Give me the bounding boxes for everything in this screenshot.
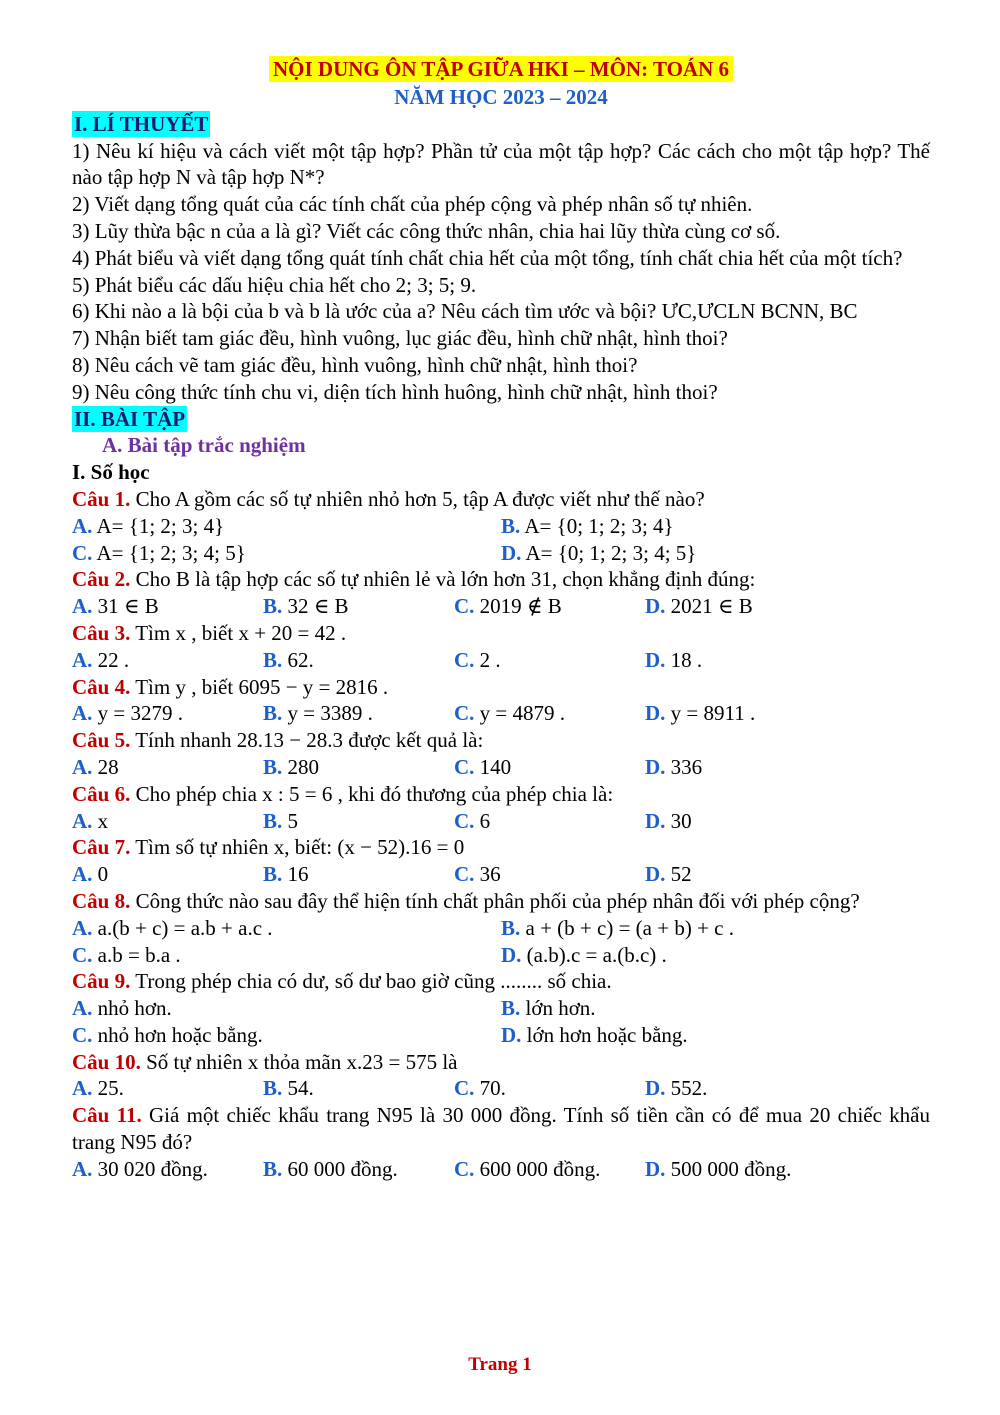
option-letter: A. (72, 647, 93, 672)
question-number: Câu 7. (72, 835, 131, 860)
option-letter: A. (72, 996, 93, 1021)
option-text: lớn hơn. (520, 996, 596, 1021)
option-letter: D. (501, 942, 522, 967)
answer-option (645, 861, 836, 888)
question-stem (72, 674, 930, 701)
option-text: 22 . (92, 647, 130, 672)
option-letter: D. (645, 1076, 666, 1101)
option-letter: D. (645, 701, 666, 726)
question-text: Số tự nhiên x thỏa mãn x.23 = 575 là (140, 1049, 458, 1074)
question-text: Cho phép chia x : 5 = 6 , khi đó thương của phép chia là: (130, 781, 614, 806)
question-text: Tìm số tự nhiên x, biết: (x − 52).16 = 0 (130, 835, 465, 860)
answer-option (72, 861, 263, 888)
option-text: 280 (282, 754, 320, 779)
option-row (72, 754, 930, 781)
option-text: 36 (474, 862, 501, 887)
answer-option (501, 942, 930, 969)
question (72, 968, 930, 1048)
answer-option (72, 540, 501, 567)
question-text: Giá một chiếc khẩu trang N95 là 30 000 đồng. Tính số tiền cần có để mua 20 chiếc khẩu trang N95 đó? (72, 1103, 931, 1155)
question-number: Câu 9. (72, 969, 131, 994)
answer-option (501, 540, 930, 567)
option-text: 30 (665, 808, 692, 833)
answer-option (454, 861, 645, 888)
option-letter: C. (72, 942, 93, 967)
theory-item: 1) Nêu kí hiệu và cách viết một tập hợp? Phần tử của một tập hợp? Các cách cho một tập hợp? Thế nào tập hợp N và tập hợp N*? (72, 138, 930, 190)
answer-option (645, 593, 836, 620)
option-text: 2019 ∉ B (474, 594, 562, 619)
answer-option (454, 647, 645, 674)
option-text: 2021 ∈ B (665, 594, 753, 619)
answer-option (72, 647, 263, 674)
option-letter: A. (72, 701, 93, 726)
answer-option (454, 754, 645, 781)
option-row (72, 593, 930, 620)
theory-item: 7) Nhận biết tam giác đều, hình vuông, lục giác đều, hình chữ nhật, hình thoi? (72, 326, 728, 351)
option-text: A= {1; 2; 3; 4; 5} (92, 540, 246, 565)
option-text: 52 (665, 862, 692, 887)
answer-option (645, 1156, 836, 1183)
question (72, 486, 930, 566)
option-letter: D. (645, 808, 666, 833)
option-text: (a.b).c = a.(b.c) . (521, 942, 667, 967)
question-text: Công thức nào sau đây thể hiện tính chất phân phối của phép nhân đối với phép cộng? (130, 888, 860, 913)
option-letter: D. (645, 862, 666, 887)
option-letter: A. (72, 808, 93, 833)
option-letter: A. (72, 1156, 93, 1181)
question-stem (72, 888, 930, 915)
option-text: A= {0; 1; 2; 3; 4; 5} (521, 540, 697, 565)
option-text: 18 . (665, 647, 703, 672)
option-row (72, 942, 930, 969)
option-letter: B. (263, 1076, 283, 1101)
question-stem (72, 566, 930, 593)
question (72, 674, 930, 728)
option-letter: C. (454, 701, 475, 726)
option-letter: C. (454, 862, 475, 887)
answer-option (72, 808, 263, 835)
question-list (72, 486, 930, 1183)
option-text: y = 3279 . (92, 701, 184, 726)
question-text: Tìm x , biết x + 20 = 42 . (130, 620, 347, 645)
option-text: nhỏ hơn. (92, 996, 172, 1021)
option-letter: B. (501, 915, 521, 940)
question (72, 727, 930, 781)
option-letter: D. (501, 540, 522, 565)
theory-item: 4) Phát biểu và viết dạng tổng quát tính chất chia hết của một tổng, tính chất chia hết của một tích? (72, 245, 903, 270)
theory-item: 6) Khi nào a là bội của b và b là ước của a? Nêu cách tìm ước và bội? ƯC,ƯCLN BCNN, BC (72, 299, 858, 324)
option-row (72, 647, 930, 674)
answer-option (454, 593, 645, 620)
option-text: 600 000 đồng. (474, 1156, 601, 1181)
option-letter: D. (645, 1156, 666, 1181)
option-letter: C. (72, 540, 93, 565)
option-text: lớn hơn hoặc bằng. (521, 1022, 688, 1047)
question-number: Câu 3. (72, 620, 131, 645)
option-letter: A. (72, 1076, 93, 1101)
page-number: Trang 1 (468, 1354, 532, 1375)
question-number: Câu 2. (72, 567, 131, 592)
option-text: nhỏ hơn hoặc bằng. (92, 1022, 263, 1047)
question-number: Câu 10. (72, 1049, 141, 1074)
question (72, 566, 930, 620)
question-stem (72, 727, 930, 754)
question-number: Câu 5. (72, 728, 131, 753)
option-text: A= {0; 1; 2; 3; 4} (520, 513, 674, 538)
option-letter: D. (645, 754, 666, 779)
option-row (72, 700, 930, 727)
theory-item: 9) Nêu công thức tính chu vi, diện tích hình huông, hình chữ nhật, hình thoi? (72, 379, 718, 404)
theory-item: 5) Phát biểu các dấu hiệu chia hết cho 2; 3; 5; 9. (72, 272, 477, 297)
option-text: 54. (282, 1076, 314, 1101)
option-letter: B. (501, 996, 521, 1021)
answer-option (72, 1022, 501, 1049)
question-text: Trong phép chia có dư, số dư bao giờ cũng ........ số chia. (130, 969, 612, 994)
option-letter: B. (263, 754, 283, 779)
answer-option (72, 915, 501, 942)
question (72, 781, 930, 835)
document-page (72, 56, 930, 1183)
question (72, 888, 930, 968)
option-row (72, 1022, 930, 1049)
question-stem (72, 968, 930, 995)
answer-option (72, 700, 263, 727)
option-text: y = 8911 . (665, 701, 756, 726)
option-letter: A. (72, 915, 93, 940)
answer-option (263, 808, 454, 835)
option-text: 28 (92, 754, 119, 779)
answer-option (645, 647, 836, 674)
option-text: 500 000 đồng. (665, 1156, 792, 1181)
option-letter: C. (454, 1076, 475, 1101)
answer-option (263, 700, 454, 727)
theory-item: 3) Lũy thừa bậc n của a là gì? Viết các công thức nhân, chia hai lũy thừa cùng cơ số. (72, 218, 781, 243)
question-number: Câu 4. (72, 674, 131, 699)
question (72, 834, 930, 888)
theory-heading: I. LÍ THUYẾT (74, 111, 209, 136)
option-text: 2 . (474, 647, 501, 672)
option-text: 30 020 đồng. (92, 1156, 208, 1181)
answer-option (645, 808, 836, 835)
option-text: a + (b + c) = (a + b) + c . (520, 915, 734, 940)
answer-option (263, 1075, 454, 1102)
option-row (72, 1156, 930, 1183)
option-text: 16 (282, 862, 309, 887)
option-text: y = 3389 . (282, 701, 373, 726)
option-text: 60 000 đồng. (282, 1156, 398, 1181)
option-letter: B. (263, 862, 283, 887)
answer-option (72, 593, 263, 620)
answer-option (454, 808, 645, 835)
answer-option (72, 942, 501, 969)
question (72, 1102, 930, 1182)
option-letter: C. (454, 594, 475, 619)
question (72, 1049, 930, 1103)
question-stem (72, 1102, 930, 1156)
option-letter: A. (72, 513, 93, 538)
option-letter: C. (454, 1156, 475, 1181)
option-text: 140 (474, 754, 512, 779)
answer-option (72, 754, 263, 781)
answer-option (501, 915, 930, 942)
answer-option (501, 513, 930, 540)
answer-option (263, 647, 454, 674)
option-row (72, 513, 930, 540)
answer-option (454, 1156, 645, 1183)
question-stem (72, 620, 930, 647)
option-letter: A. (72, 594, 93, 619)
option-letter: C. (72, 1022, 93, 1047)
option-text: 552. (665, 1076, 708, 1101)
option-text: 336 (665, 754, 703, 779)
answer-option (263, 1156, 454, 1183)
question-stem (72, 486, 930, 513)
theory-item: 8) Nêu cách vẽ tam giác đều, hình vuông, hình chữ nhật, hình thoi? (72, 352, 638, 377)
question (72, 620, 930, 674)
exercises-subheading: A. Bài tập trắc nghiệm (102, 433, 306, 458)
answer-option (454, 700, 645, 727)
answer-option (501, 1022, 930, 1049)
exercises-heading: II. BÀI TẬP (74, 406, 186, 431)
question-number: Câu 1. (72, 486, 131, 511)
option-letter: B. (263, 647, 283, 672)
answer-option (645, 1075, 836, 1102)
school-year: NĂM HỌC 2023 – 2024 (394, 84, 608, 109)
option-row (72, 995, 930, 1022)
option-text: 5 (282, 808, 299, 833)
part-heading: I. Số học (72, 460, 150, 485)
option-text: 62. (282, 647, 314, 672)
answer-option (501, 995, 930, 1022)
option-letter: B. (501, 513, 521, 538)
option-row (72, 808, 930, 835)
answer-option (454, 1075, 645, 1102)
option-text: 25. (92, 1076, 124, 1101)
question-text: Cho B là tập hợp các số tự nhiên lẻ và lớn hơn 31, chọn khẳng định đúng: (130, 567, 756, 592)
document-title: NỘI DUNG ÔN TẬP GIỮA HKI – MÔN: TOÁN 6 (269, 56, 733, 82)
option-letter: A. (72, 754, 93, 779)
option-text: a.b = b.a . (92, 942, 181, 967)
answer-option (72, 1156, 263, 1183)
option-text: 31 ∈ B (92, 594, 159, 619)
option-row (72, 1075, 930, 1102)
question-number: Câu 8. (72, 888, 131, 913)
answer-option (72, 1075, 263, 1102)
option-text: 32 ∈ B (282, 594, 349, 619)
theory-item: 2) Viết dạng tổng quát của các tính chất của phép cộng và phép nhân số tự nhiên. (72, 192, 753, 217)
option-letter: C. (454, 808, 475, 833)
question-number: Câu 6. (72, 781, 131, 806)
answer-option (263, 593, 454, 620)
answer-option (645, 754, 836, 781)
answer-option (263, 754, 454, 781)
answer-option (72, 995, 501, 1022)
answer-option (72, 513, 501, 540)
answer-option (645, 700, 836, 727)
option-text: A= {1; 2; 3; 4} (92, 513, 225, 538)
option-text: 70. (474, 1076, 506, 1101)
option-row (72, 915, 930, 942)
option-letter: B. (263, 701, 283, 726)
option-text: 0 (92, 862, 109, 887)
option-letter: A. (72, 862, 93, 887)
option-letter: B. (263, 1156, 283, 1181)
option-text: x (92, 808, 109, 833)
option-row (72, 540, 930, 567)
option-row (72, 861, 930, 888)
question-stem (72, 781, 930, 808)
option-letter: C. (454, 647, 475, 672)
question-text: Tìm y , biết 6095 − y = 2816 . (130, 674, 389, 699)
option-letter: D. (645, 594, 666, 619)
question-text: Cho A gồm các số tự nhiên nhỏ hơn 5, tập A được viết như thế nào? (130, 486, 705, 511)
question-text: Tính nhanh 28.13 − 28.3 được kết quả là: (130, 728, 484, 753)
option-text: a.(b + c) = a.b + a.c . (92, 915, 273, 940)
answer-option (263, 861, 454, 888)
question-stem (72, 1049, 930, 1076)
option-text: y = 4879 . (474, 701, 566, 726)
option-letter: C. (454, 754, 475, 779)
question-stem (72, 834, 930, 861)
option-letter: B. (263, 808, 283, 833)
option-letter: B. (263, 594, 283, 619)
question-number: Câu 11. (72, 1103, 142, 1128)
option-letter: D. (645, 647, 666, 672)
option-letter: D. (501, 1022, 522, 1047)
option-text: 6 (474, 808, 491, 833)
